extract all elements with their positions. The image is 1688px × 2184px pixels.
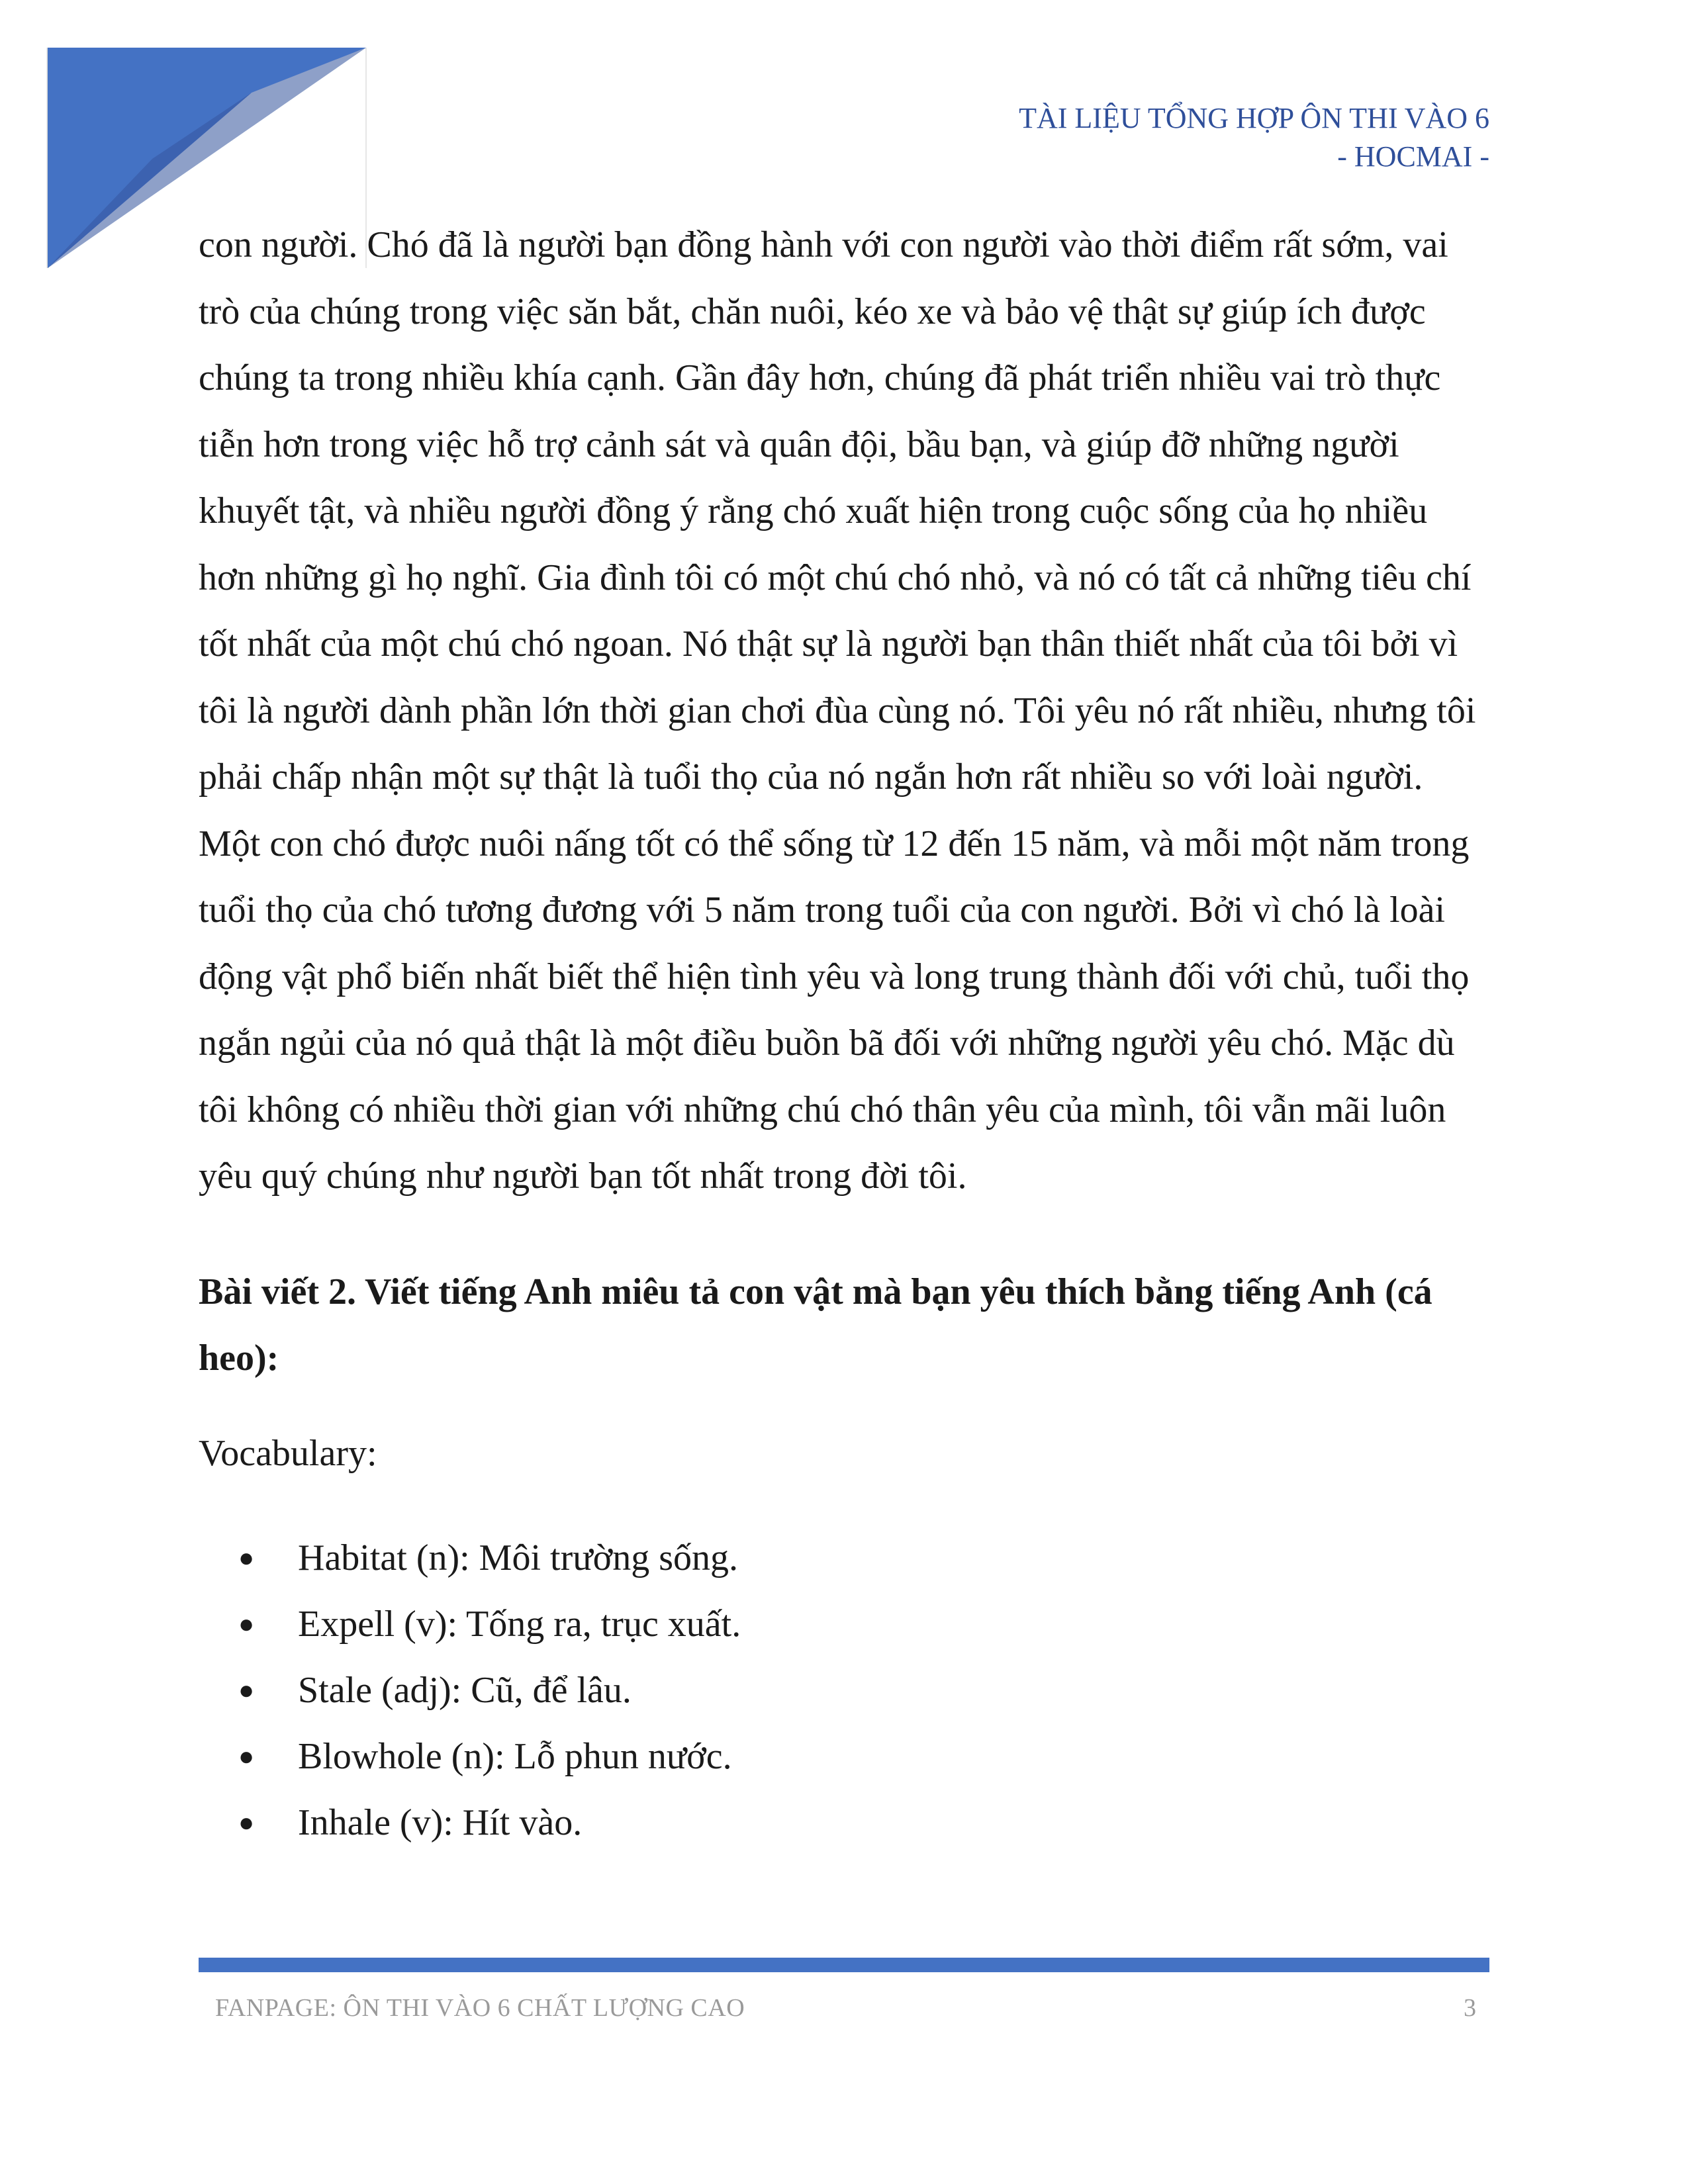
list-item [199, 1790, 1489, 1856]
vocabulary-item-text: Inhale (v): Hít vào. [298, 1801, 583, 1843]
vocabulary-list [199, 1525, 1489, 1856]
vocabulary-title: Vocabulary: [199, 1432, 377, 1474]
list-item [199, 1723, 1489, 1790]
footer-fanpage-text: FANPAGE: ÔN THI VÀO 6 CHẤT LƯỢNG CAO [215, 1994, 745, 2022]
list-item [199, 1525, 1489, 1591]
bullet-icon: ● [238, 1674, 255, 1705]
list-item [199, 1591, 1489, 1657]
bullet-icon: ● [238, 1608, 255, 1639]
page-content [199, 212, 1489, 1856]
section-heading: Bài viết 2. Viết tiếng Anh miêu tả con vật mà bạn yêu thích bằng tiếng Anh (cá heo): [199, 1271, 1432, 1379]
body-paragraph: con người. Chó đã là người bạn đồng hành với con người vào thời điểm rất sớm, vai trò của chúng trong việc săn bắt, chăn nuôi, kéo xe và bảo vệ thật sự giúp ích được chúng ta trong nhiều khía cạnh. Gần đây hơn, chúng đã phát triển nhiều vai trò thực tiễn hơn trong việc hỗ trợ cảnh sát và quân đội, bầu bạn, và giúp đỡ những người khuyết tật, và nhiều người đồng ý rằng chó xuất hiện trong cuộc sống của họ nhiều hơn những gì họ nghĩ. Gia đình tôi có một chú chó nhỏ, và nó có tất cả những tiêu chí tốt nhất của một chú chó ngoan. Nó thật sự là người bạn thân thiết nhất của tôi bởi vì tôi là người dành phần lớn thời gian chơi đùa cùng nó. Tôi yêu nó rất nhiều, nhưng tôi phải chấp nhận một sự thật là tuổi thọ của nó ngắn hơn rất nhiều so với loài người. Một con chó được nuôi nấng tốt có thể sống từ 12 đến 15 năm, và mỗi một năm trong tuổi thọ của chó tương đương với 5 năm trong tuổi của con người. Bởi vì chó là loài động vật phổ biến nhất biết thể hiện tình yêu và long trung thành đối với chủ, tuổi thọ ngắn ngủi của nó quả thật là một điều buồn bã đối với những người yêu chó. Mặc dù tôi không có nhiều thời gian với những chú chó thân yêu của mình, tôi vẫn mãi luôn yêu quý chúng như người bạn tốt nhất trong đời tôi. [199, 224, 1476, 1197]
header-title: TÀI LIỆU TỔNG HỢP ÔN THI VÀO 6 [1019, 102, 1489, 134]
document-header [1019, 99, 1489, 176]
vocabulary-item-text: Blowhole (n): Lỗ phun nước. [298, 1735, 732, 1777]
footer-divider [199, 1958, 1489, 1972]
header-subtitle: - HOCMAI - [1337, 140, 1489, 173]
bullet-icon: ● [238, 1542, 255, 1572]
bullet-icon: ● [238, 1807, 255, 1837]
list-item [199, 1657, 1489, 1723]
vocabulary-item-text: Stale (adj): Cũ, để lâu. [298, 1669, 632, 1711]
vocabulary-item-text: Expell (v): Tống ra, trục xuất. [298, 1603, 741, 1645]
page-number: 3 [1464, 1994, 1476, 2022]
vocabulary-item-text: Habitat (n): Môi trường sống. [298, 1537, 738, 1578]
bullet-icon: ● [238, 1741, 255, 1771]
